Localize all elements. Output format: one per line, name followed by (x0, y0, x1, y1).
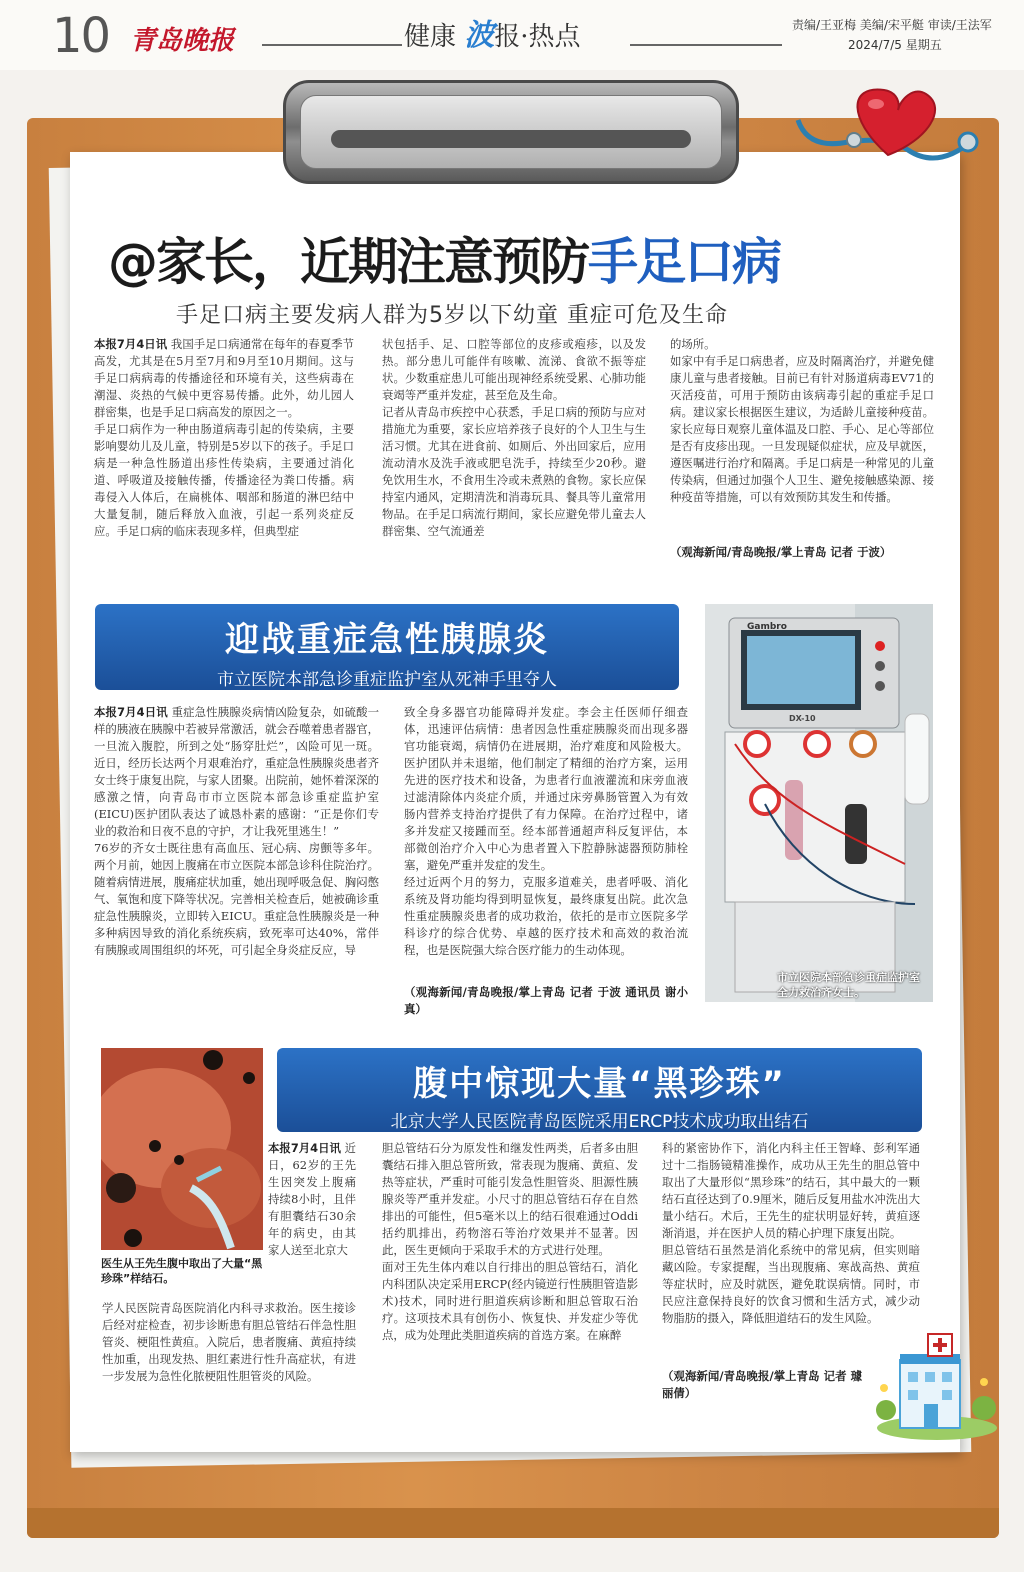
article1-column-1-text: 我国手足口病通常在每年的春夏季节高发，尤其是在5月至7月和9月至10月期间。这与手足口病病毒的传播途径和环境有关，这些病毒在潮湿、炎热的气候中更容易传播。此外，幼儿园人群密集，也是手足口病高发的原因之一。 手足口病作为一种由肠道病毒引起的传染病，主要影响婴幼儿及儿童，特别是5岁以下的孩子。手足口病是一种急性肠道出疹性传染病，主要通过消化道、呼吸道及接触传播，传播途径为粪口传播。病毒侵入人体后，在扁桃体、咽部和肠道的淋巴结中大量复制，随后释放入血液，引起一系列炎症反应。手足口病的临床表现多样，但典型症 (94, 337, 354, 538)
article1-column-2: 状包括手、足、口腔等部位的皮疹或疱疹，以及发热。部分患儿可能伴有咳嗽、流涕、食欲不振等症状。少数重症患儿可能出现神经系统受累、心肺功能衰竭等严重并发症，甚至危及生命。 记者从青岛市疾控中心获悉，手足口病的预防与应对措施尤为重要，家长应培养孩子良好的个人卫生与生活习惯。尤其在进食前、如厕后、外出回家后，应用流动清水及洗手液或肥皂洗手，持续至少20秒。避免饮用生水，不食用生冷或未煮熟的食物。家长应保持室内通风，定期清洗和消毒玩具、餐具等儿童常用物品。在手足口病流行期间，家长应避免带儿童去人群密集、空气流通差 (382, 337, 646, 538)
article2-subtitle: 市立医院本部急诊重症监护室从死神手里夺人 (217, 670, 557, 690)
article1-column-3: 的场所。 如家中有手足口病患者，应及时隔离治疗，并避免健康儿童与患者接触。目前已有针对肠道病毒EV71的灭活疫苗，可用于预防由该病毒引起的重症手足口病。建议家长根据医生建议，为适龄儿童接种疫苗。家长应每日观察儿童体温及口腔、手心、足心等部位是否有皮疹出现。一旦发现疑似症状，应及早就医，遵医嘱进行治疗和隔离。手足口病是一种常见的儿童传染病，但通过加强个人卫生、避免接触感染源、接种疫苗等措施，可以有效预防其发生和传播。 (670, 337, 934, 504)
article2-byline-text: （观海新闻/青岛晚报/掌上青岛 记者 于波 通讯员 谢小真） (404, 985, 688, 1016)
dialysis-machine-illustration (705, 604, 933, 1002)
article1-title-plain: @家长，近期注意预防 (108, 233, 588, 291)
article3-subtitle: 北京大学人民医院青岛医院采用ERCP技术成功取出结石 (390, 1112, 809, 1132)
article2-photo-caption: 市立医院本部急诊重症监护室全力救治齐女士。 (777, 971, 920, 999)
article2-byline (404, 984, 688, 1018)
masthead (0, 0, 1024, 70)
article1-byline-text: （观海新闻/青岛晚报/掌上青岛 记者 于波） (670, 545, 892, 559)
issue-date: 2024/7/5 星期五 (848, 38, 942, 52)
article3-photo (101, 1048, 263, 1250)
article1-title (108, 222, 928, 294)
article3-lead: 本报7月4日讯 (268, 1141, 341, 1155)
clipboard-clip (283, 80, 739, 184)
article3-column-3: 科的紧密协作下，消化内科主任王智峰、彭利军通过十二指肠镜精准操作，成功从王先生的胆总管中取出了大量形似“黑珍珠”的结石，其中最大的一颗结石直径达到了0.9厘米，随后反复用盐水冲洗出大量小结石。术后，王先生的症状明显好转，黄疸逐渐消退，并在医护人员的精心护理下康复出院。 胆总管结石虽然是消化系统中的常见病，但实则暗藏凶险。专家提醒，当出现腹痛、寒战高热、黄疸等症状时，应及时就医，避免耽误病情。同时，市民应注意保持良好的饮食习惯和生活方式，减少动物脂肪的摄入，降低胆道结石的发生风险。 (662, 1141, 920, 1325)
article1-byline (670, 544, 934, 580)
section-title-pre: 健康 (404, 22, 457, 52)
paper-logo: 青岛晚报 (130, 26, 235, 56)
article1-column-1 (94, 336, 354, 586)
article3-column-1a-text: 近日，62岁的王先生因突发上腹痛持续8小时，且伴有胆囊结石30余年的病史，由其家人送至北京大 (268, 1141, 356, 1257)
device-model-label: DX-10 (789, 714, 816, 723)
header-rule-right (630, 44, 782, 46)
article2-column-2: 致全身多器官功能障碍并发症。李会主任医师仔细查体，迅速评估病情：患者因急性重症胰腺炎而出现多器官功能衰竭，病情仍在进展期，治疗难度和风险极大。医护团队并未退缩，他们制定了精细的治疗方案，运用先进的医疗技术和设备，为患者行血液灌流和床旁血液过滤清除体内炎症介质，并通过床旁鼻肠管置入为有效肠内营养支持治疗提供了有力保障。在治疗过程中，诸多并发症又接踵而至。经本部普通超声科反复评估，本部微创治疗介入中心为患者置入下腔静脉滤器预防肺栓塞，避免严重并发症的发生。 经过近两个月的努力，克服多道难关，患者呼吸、消化系统及肾功能均得到明显恢复，最终康复出院。此次急性重症胰腺炎患者的成功救治，依托的是市立医院多学科诊疗的综合优势、卓越的医疗技术和高效的救治流程，也是医院强大综合医疗能力的生动体现。 (404, 705, 688, 957)
article3-banner (277, 1048, 922, 1132)
article2-lead: 本报7月4日讯 (94, 705, 168, 719)
article3-byline (662, 1368, 862, 1404)
article3-title: 腹中惊现大量“黑珍珠” (413, 1064, 786, 1104)
section-title (404, 10, 581, 54)
article3-column-1b: 学人民医院青岛医院消化内科寻求救治。医生接诊后经对症检查，初步诊断患有胆总管结石伴急性胆管炎、梗阻性黄疸。入院后，患者腹痛、黄疸持续性加重，出现发热、胆红素进行性升高症状，有进一步发展为急性化脓梗阻性胆管炎的风险。 (102, 1301, 356, 1383)
header-rule-left (262, 44, 402, 46)
article1-title-highlight: 手足口病 (588, 233, 780, 291)
section-title-post: 报·热点 (494, 22, 581, 52)
editor-credits: 责编/王亚梅 美编/宋平艇 审读/王法军 (792, 18, 992, 32)
article2-title: 迎战重症急性胰腺炎 (225, 620, 549, 660)
article1-subtitle: 手足口病主要发病人群为5岁以下幼童 重症可危及生命 (176, 303, 728, 328)
hospital-building-icon (872, 1330, 1002, 1440)
gallstones-endoscopy-image (101, 1048, 263, 1250)
article2-banner (95, 604, 679, 690)
article3-byline-text: （观海新闻/青岛晚报/掌上青岛 记者 璩丽倩） (662, 1369, 862, 1400)
page-number: 10 (52, 8, 110, 64)
article3-column-2: 胆总管结石分为原发性和继发性两类，后者多由胆囊结石排入胆总管所致，常表现为腹痛、黄疸、发热等症状，严重时可能引发急性胆管炎、胆源性胰腺炎等严重并发症。小尺寸的胆总管结石存在自然排出的可能性，但5毫米以上的结石很难通过Oddi括约肌排出，药物溶石等治疗效果并不显著。因此，医生更倾向于采取手术的方式进行处理。 面对王先生体内难以自行排出的胆总管结石，消化内科团队决定采用ERCP(经内镜逆行性胰胆管造影术)技术，同时进行胆道疾病诊断和胆总管取石治疗。这项技术具有创伤小、恢复快、并发症少等优点，成为处理此类胆道疾病的首选方案。在麻醉 (382, 1141, 638, 1342)
heart-stethoscope-icon (788, 80, 988, 180)
article2-photo (705, 604, 933, 1002)
article3-photo-caption: 医生从王先生腹中取出了大量“黑珍珠”样结石。 (101, 1257, 263, 1285)
article1-lead: 本报7月4日讯 (94, 337, 168, 351)
section-title-mid: 波 (464, 18, 495, 53)
article2-column-1 (94, 704, 379, 1016)
device-brand-label: Gambro (747, 622, 787, 632)
article2-column-1-text: 重症急性胰腺炎病情凶险复杂，如硫酸一样的胰液在胰腺中若被异常激活，就会吞噬着患者器官，一旦流入腹腔，所到之处“肠穿肚烂”，凶险可见一斑。近日，经历长达两个月艰难治疗，重症急性胰腺炎患者齐女士终于康复出院，与家人团聚。出院前，她怀着深深的感激之情，向青岛市市立医院本部急诊重症监护室(EICU)医护团队表达了诚恳朴素的感谢：“正是你们专业的救治和日夜不息的守护，才让我死里逃生！” 76岁的齐女士既往患有高血压、冠心病、房颤等多年。两个月前，她因上腹痛在市立医院本部急诊科住院治疗。随着病情进展，腹痛症状加重，她出现呼吸急促、胸闷憋气、氧饱和度下降等状况。完善相关检查后，她被确诊重症急性胰腺炎，立即转入EICU。重症急性胰腺炎是一种多种病因导致的消化系统疾病，致死率可达40%，常伴有胰腺或周围组织的坏死，可引起全身炎症反应，导 (94, 705, 379, 957)
article3-column-1a (268, 1140, 356, 1300)
